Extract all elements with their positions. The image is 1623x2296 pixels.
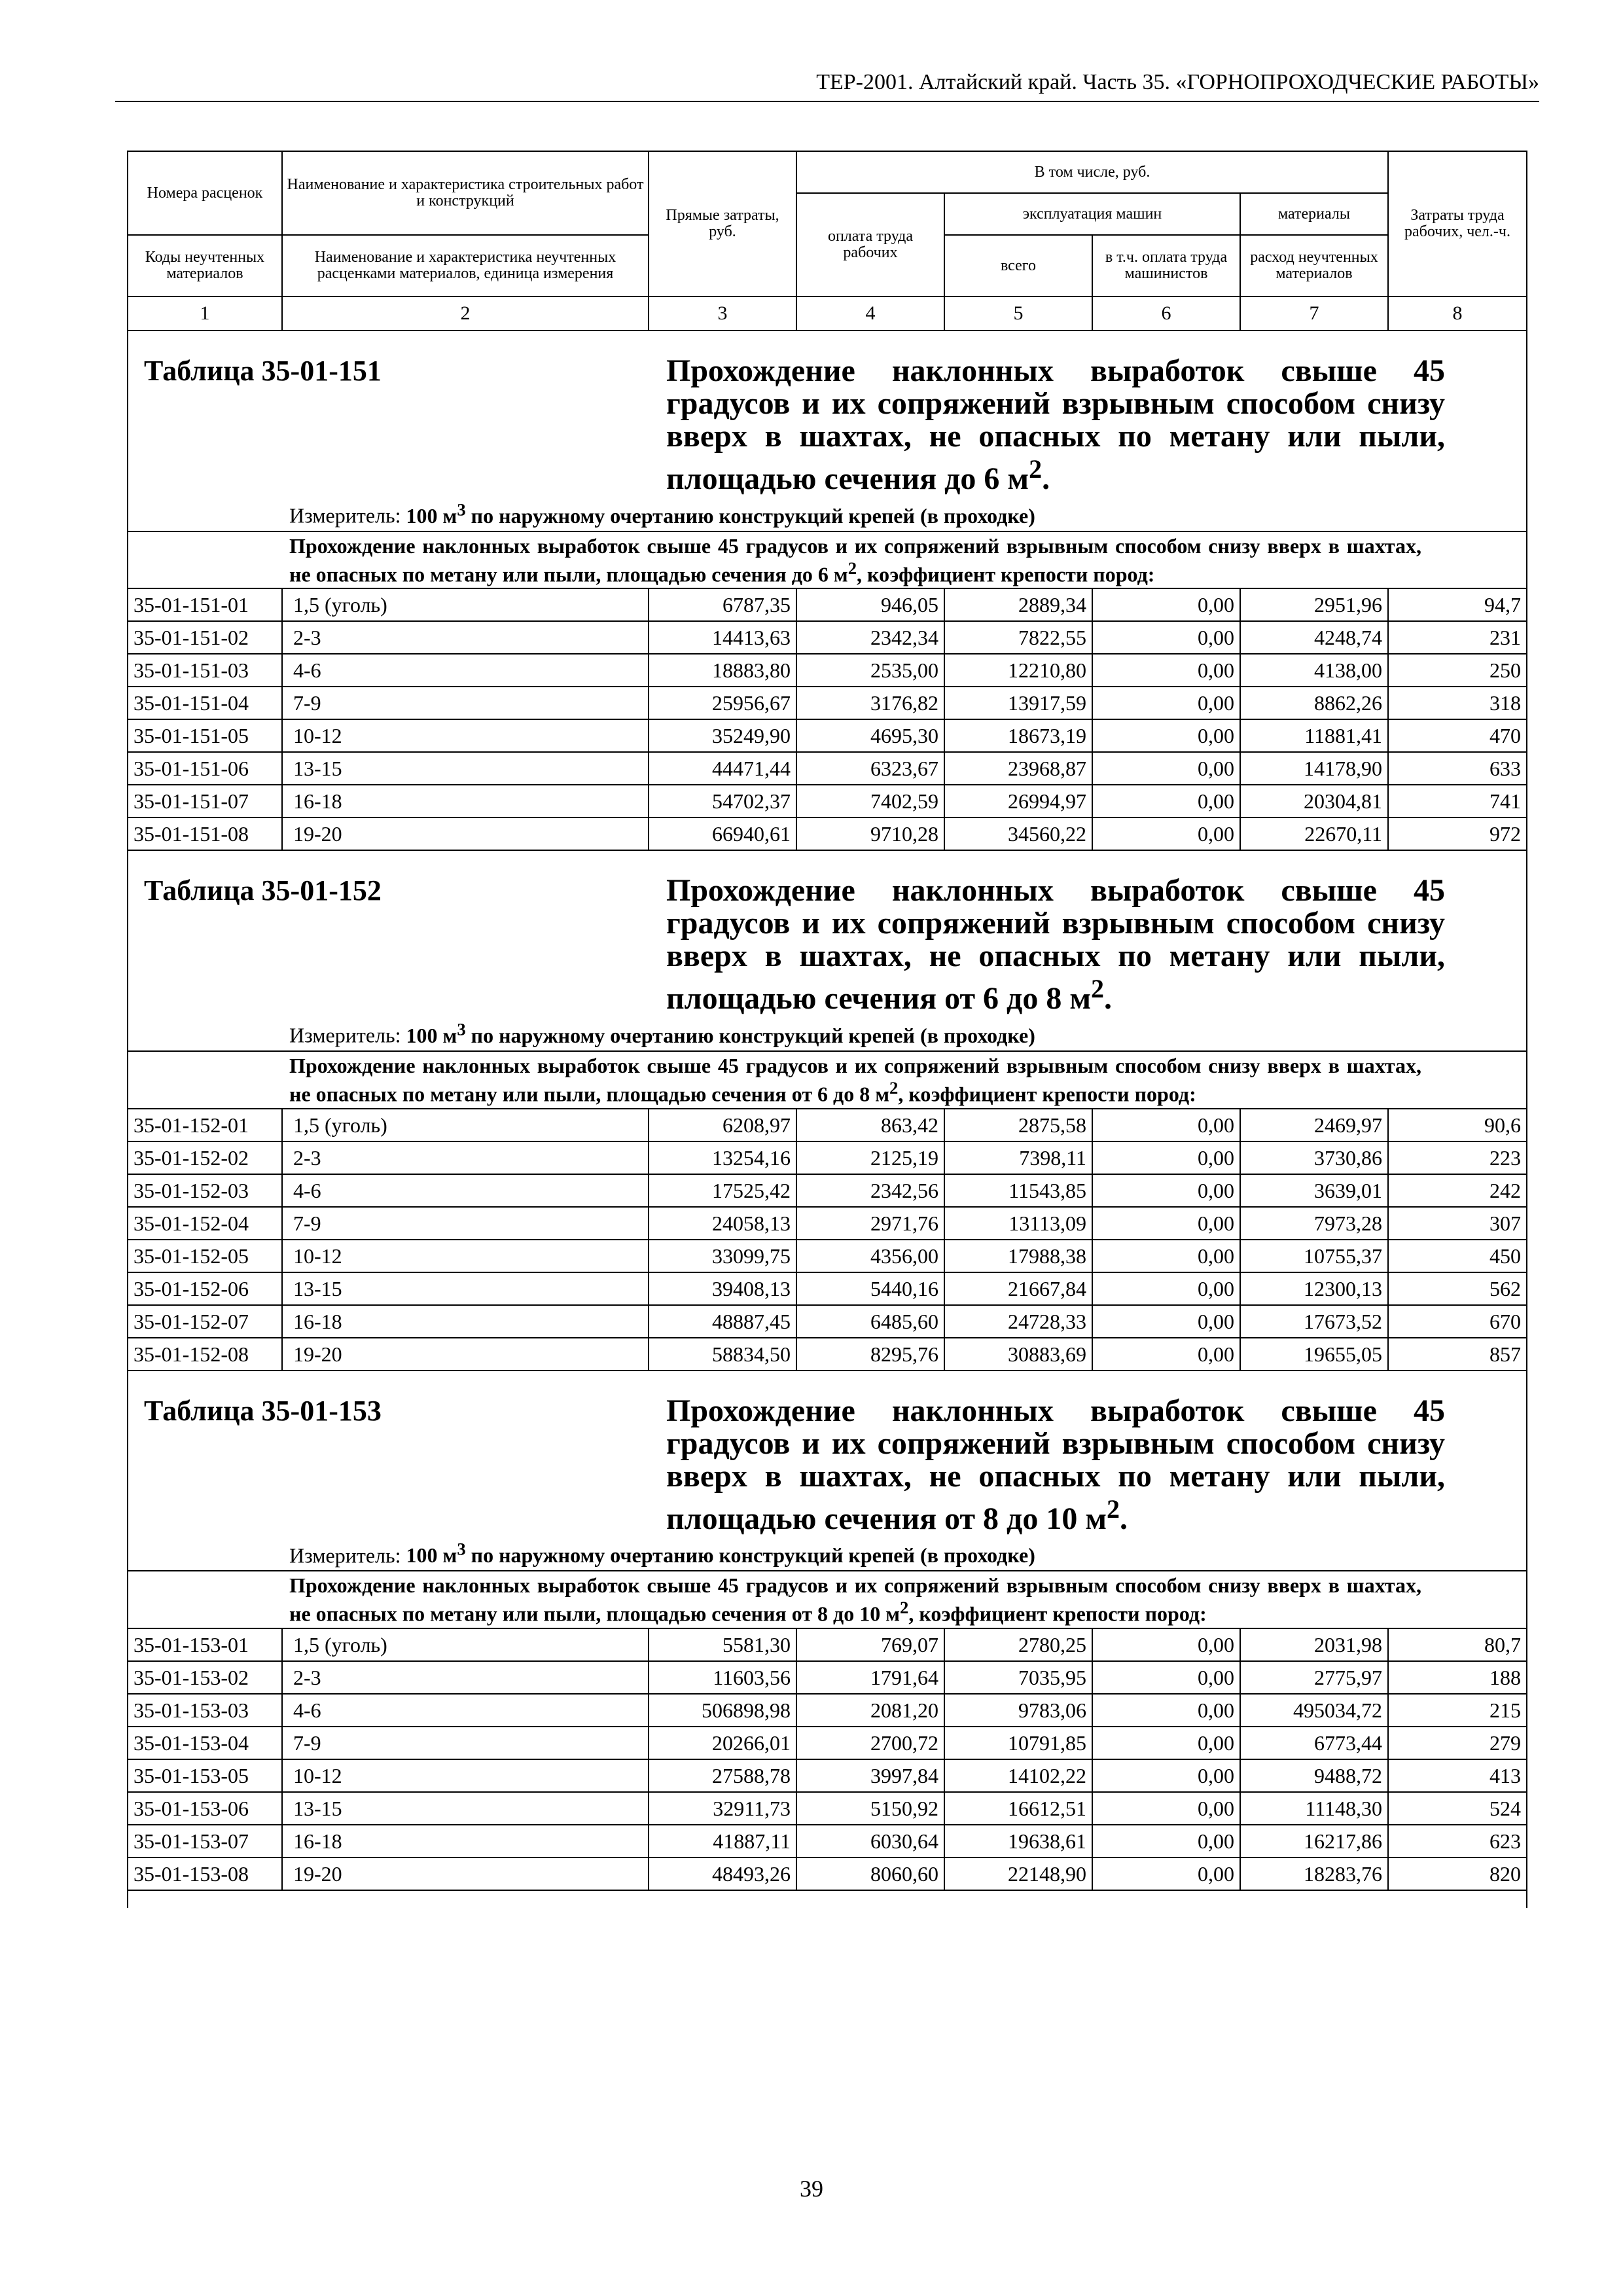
labor-hours: 972 [1388,817,1527,850]
rate-code: 35-01-151-05 [128,719,282,752]
materials: 8862,26 [1240,687,1388,719]
meter-sup: 3 [457,1019,466,1039]
table-heading-text: Прохождение наклонных выработок свыше 45 градусов и их сопряжений взрывным способом снизу вверх в шахтах, не опасных по метану или пыли, площадью сечения от 8 до 10 м [666,1393,1445,1536]
materials: 495034,72 [1240,1694,1388,1727]
rate-code: 35-01-152-04 [128,1207,282,1240]
labor-pay: 1791,64 [796,1661,944,1694]
rate-code: 35-01-152-03 [128,1174,282,1207]
labor-pay: 769,07 [796,1628,944,1661]
direct-costs: 506898,98 [649,1694,796,1727]
labor-hours: 741 [1388,785,1527,817]
machinist-pay: 0,00 [1092,654,1240,687]
labor-hours: 223 [1388,1141,1527,1174]
direct-costs: 25956,67 [649,687,796,719]
machines-total: 2889,34 [944,588,1092,621]
table-row [128,1207,1527,1240]
labor-hours: 215 [1388,1694,1527,1727]
subtitle-sup: 2 [889,1077,899,1098]
rock-hardness: 16-18 [282,785,649,817]
page-number: 39 [800,2176,823,2202]
labor-hours: 670 [1388,1305,1527,1338]
col-number: 5 [944,296,1092,331]
materials: 2469,97 [1240,1109,1388,1141]
materials: 22670,11 [1240,817,1388,850]
rock-hardness: 7-9 [282,1207,649,1240]
table-row [128,621,1527,654]
table-row [128,588,1527,621]
rock-hardness: 13-15 [282,752,649,785]
direct-costs: 39408,13 [649,1272,796,1305]
rock-hardness: 13-15 [282,1792,649,1825]
col-number: 8 [1388,296,1527,331]
machines-total: 19638,61 [944,1825,1092,1857]
labor-pay: 7402,59 [796,785,944,817]
rock-hardness: 10-12 [282,1759,649,1792]
meter-suffix: по наружному очертанию конструкций крепей (в проходке) [465,1023,1035,1047]
labor-pay: 2125,19 [796,1141,944,1174]
rate-code: 35-01-151-04 [128,687,282,719]
meter-prefix: Измеритель: [289,1543,406,1568]
labor-pay: 946,05 [796,588,944,621]
meter-sup: 3 [457,1539,466,1559]
rock-hardness: 4-6 [282,1694,649,1727]
labor-pay: 3997,84 [796,1759,944,1792]
direct-costs: 5581,30 [649,1628,796,1661]
machinist-pay: 0,00 [1092,588,1240,621]
rate-code: 35-01-151-08 [128,817,282,850]
machines-total: 11543,85 [944,1174,1092,1207]
rate-code: 35-01-153-08 [128,1857,282,1890]
direct-costs: 66940,61 [649,817,796,850]
rock-hardness: 2-3 [282,1661,649,1694]
table-heading-end: . [1104,981,1113,1016]
direct-costs: 48493,26 [649,1857,796,1890]
rate-code: 35-01-153-04 [128,1727,282,1759]
header-direct-costs: Прямые затраты, руб. [649,151,796,296]
labor-hours: 307 [1388,1207,1527,1240]
rate-code: 35-01-153-06 [128,1792,282,1825]
machinist-pay: 0,00 [1092,1727,1240,1759]
rock-hardness: 1,5 (уголь) [282,1109,649,1141]
subtitle-sup: 2 [847,558,857,578]
machines-total: 2780,25 [944,1628,1092,1661]
section-title-row [128,1371,1527,1535]
table-label: Таблица 35-01-153 [144,1394,382,1427]
rock-hardness: 2-3 [282,621,649,654]
subtitle-sup: 2 [900,1598,909,1618]
machines-total: 22148,90 [944,1857,1092,1890]
machinist-pay: 0,00 [1092,1207,1240,1240]
table-heading-end: . [1120,1501,1128,1536]
labor-hours: 90,6 [1388,1109,1527,1141]
materials: 16217,86 [1240,1825,1388,1857]
materials: 2951,96 [1240,588,1388,621]
header-materials: материалы [1240,193,1388,235]
machines-total: 34560,22 [944,817,1092,850]
rate-code: 35-01-152-07 [128,1305,282,1338]
machinist-pay: 0,00 [1092,687,1240,719]
labor-pay: 8295,76 [796,1338,944,1371]
meter-unit [406,1019,1035,1047]
labor-hours: 857 [1388,1338,1527,1371]
rock-hardness: 10-12 [282,1240,649,1272]
materials: 7973,28 [1240,1207,1388,1240]
machines-total: 7822,55 [944,621,1092,654]
machinist-pay: 0,00 [1092,1109,1240,1141]
labor-pay: 2342,34 [796,621,944,654]
labor-hours: 623 [1388,1825,1527,1857]
table-row [128,1792,1527,1825]
direct-costs: 24058,13 [649,1207,796,1240]
machines-total: 12210,80 [944,654,1092,687]
table-heading-text: Прохождение наклонных выработок свыше 45 градусов и их сопряжений взрывным способом снизу вверх в шахтах, не опасных по метану или пыли, площадью сечения от 6 до 8 м [666,873,1445,1016]
labor-hours: 413 [1388,1759,1527,1792]
direct-costs: 13254,16 [649,1141,796,1174]
labor-hours: 188 [1388,1661,1527,1694]
machines-total: 18673,19 [944,719,1092,752]
direct-costs: 6787,35 [649,588,796,621]
table-row [128,1305,1527,1338]
col-number: 4 [796,296,944,331]
materials: 3730,86 [1240,1141,1388,1174]
labor-pay: 8060,60 [796,1857,944,1890]
direct-costs: 14413,63 [649,621,796,654]
labor-pay: 5440,16 [796,1272,944,1305]
machinist-pay: 0,00 [1092,1694,1240,1727]
materials: 11148,30 [1240,1792,1388,1825]
labor-pay: 2081,20 [796,1694,944,1727]
table-row [128,1694,1527,1727]
table-row [128,1174,1527,1207]
labor-pay: 863,42 [796,1109,944,1141]
materials: 2031,98 [1240,1628,1388,1661]
col-number: 6 [1092,296,1240,331]
meter-unit [406,1539,1035,1568]
header-codes2: Коды неучтенных материалов [128,235,282,296]
labor-hours: 231 [1388,621,1527,654]
labor-hours: 450 [1388,1240,1527,1272]
rock-hardness: 19-20 [282,1338,649,1371]
meter-value: 100 м [406,1543,457,1568]
section-subtitle-row [128,1051,1527,1109]
header-labor-cost: Затраты труда рабочих, чел.-ч. [1388,151,1527,296]
table-heading-sup: 2 [1091,974,1105,1004]
direct-costs: 32911,73 [649,1792,796,1825]
header-names: Наименование и характеристика строительных работ и конструкций [282,151,649,235]
table-heading [666,874,1445,1015]
machines-total: 9783,06 [944,1694,1092,1727]
machines-total: 17988,38 [944,1240,1092,1272]
page-header: ТЕР-2001. Алтайский край. Часть 35. «ГОРНОПРОХОДЧЕСКИЕ РАБОТЫ» [115,68,1539,102]
rock-hardness: 13-15 [282,1272,649,1305]
rate-code: 35-01-153-07 [128,1825,282,1857]
materials: 4138,00 [1240,654,1388,687]
direct-costs: 35249,90 [649,719,796,752]
machinist-pay: 0,00 [1092,1825,1240,1857]
table-row [128,654,1527,687]
table-row [128,1727,1527,1759]
header-materials-unaccounted: расход неучтенных материалов [1240,235,1388,296]
materials: 12300,13 [1240,1272,1388,1305]
direct-costs: 27588,78 [649,1759,796,1792]
labor-hours: 250 [1388,654,1527,687]
machinist-pay: 0,00 [1092,1141,1240,1174]
labor-pay: 2342,56 [796,1174,944,1207]
rock-hardness: 7-9 [282,687,649,719]
labor-hours: 820 [1388,1857,1527,1890]
labor-pay: 2535,00 [796,654,944,687]
table-row [128,752,1527,785]
machinist-pay: 0,00 [1092,1792,1240,1825]
materials: 2775,97 [1240,1661,1388,1694]
subtitle-end: , коэффициент крепости пород: [908,1602,1207,1626]
header-machines-total: всего [944,235,1092,296]
meter-value: 100 м [406,1023,457,1047]
machines-total: 10791,85 [944,1727,1092,1759]
rate-code: 35-01-153-05 [128,1759,282,1792]
labor-pay: 2971,76 [796,1207,944,1240]
labor-pay: 4356,00 [796,1240,944,1272]
materials: 3639,01 [1240,1174,1388,1207]
labor-hours: 633 [1388,752,1527,785]
machines-total: 13917,59 [944,687,1092,719]
machines-total: 16612,51 [944,1792,1092,1825]
materials: 4248,74 [1240,621,1388,654]
direct-costs: 44471,44 [649,752,796,785]
machinist-pay: 0,00 [1092,817,1240,850]
table-row [128,1240,1527,1272]
machinist-pay: 0,00 [1092,1338,1240,1371]
section-subtitle-row [128,1571,1527,1628]
table-row [128,1661,1527,1694]
rock-hardness: 4-6 [282,654,649,687]
table-row [128,1109,1527,1141]
meter-unit [406,499,1035,528]
rate-code: 35-01-151-01 [128,588,282,621]
machines-total: 21667,84 [944,1272,1092,1305]
machinist-pay: 0,00 [1092,785,1240,817]
col-number: 3 [649,296,796,331]
materials: 9488,72 [1240,1759,1388,1792]
section-subtitle-row [128,531,1527,589]
subtitle-text: Прохождение наклонных выработок свыше 45 градусов и их сопряжений взрывным способом снизу вверх в шахтах, не опасных по метану или пыли, площадью сечения от 8 до 10 м [289,1573,1421,1626]
meter-value: 100 м [406,503,457,528]
subtitle-end: , коэффициент крепости пород: [857,562,1155,586]
table-heading-end: . [1042,461,1050,496]
rate-code: 35-01-151-06 [128,752,282,785]
table-row [128,1857,1527,1890]
rock-hardness: 7-9 [282,1727,649,1759]
labor-hours: 80,7 [1388,1628,1527,1661]
meter-suffix: по наружному очертанию конструкций крепей (в проходке) [465,503,1035,528]
table-row [128,719,1527,752]
materials: 17673,52 [1240,1305,1388,1338]
materials: 18283,76 [1240,1857,1388,1890]
machinist-pay: 0,00 [1092,1661,1240,1694]
machinist-pay: 0,00 [1092,1174,1240,1207]
subtitle-text: Прохождение наклонных выработок свыше 45 градусов и их сопряжений взрывным способом снизу вверх в шахтах, не опасных по метану или пыли, площадью сечения от 6 до 8 м [289,1053,1421,1106]
header-names2: Наименование и характеристика неучтенных расценками материалов, единица измерения [282,235,649,296]
machinist-pay: 0,00 [1092,1305,1240,1338]
direct-costs: 18883,80 [649,654,796,687]
header-machines-incl: в т.ч. оплата труда машинистов [1092,235,1240,296]
direct-costs: 20266,01 [649,1727,796,1759]
rate-code: 35-01-151-07 [128,785,282,817]
table-body [128,151,1527,1908]
machines-total: 7398,11 [944,1141,1092,1174]
meter-row [128,1535,1527,1571]
table-heading [666,1395,1445,1535]
rock-hardness: 1,5 (уголь) [282,588,649,621]
direct-costs: 48887,45 [649,1305,796,1338]
rates-table [127,151,1527,1908]
machines-total: 30883,69 [944,1338,1092,1371]
direct-costs: 11603,56 [649,1661,796,1694]
rate-code: 35-01-153-03 [128,1694,282,1727]
labor-hours: 242 [1388,1174,1527,1207]
labor-hours: 279 [1388,1727,1527,1759]
table-row [128,1338,1527,1371]
table-row [128,817,1527,850]
rock-hardness: 10-12 [282,719,649,752]
direct-costs: 6208,97 [649,1109,796,1141]
labor-hours: 562 [1388,1272,1527,1305]
header-row-1 [128,151,1527,193]
machines-total: 13113,09 [944,1207,1092,1240]
machines-total: 23968,87 [944,752,1092,785]
machinist-pay: 0,00 [1092,752,1240,785]
labor-hours: 524 [1388,1792,1527,1825]
labor-hours: 94,7 [1388,588,1527,621]
rate-code: 35-01-152-01 [128,1109,282,1141]
rock-hardness: 4-6 [282,1174,649,1207]
rock-hardness: 16-18 [282,1305,649,1338]
section-title-row [128,850,1527,1015]
direct-costs: 41887,11 [649,1825,796,1857]
rock-hardness: 16-18 [282,1825,649,1857]
meter-row [128,495,1527,531]
table-row [128,785,1527,817]
machinist-pay: 0,00 [1092,719,1240,752]
rock-hardness: 19-20 [282,817,649,850]
header-codes: Номера расценок [128,151,282,235]
materials: 11881,41 [1240,719,1388,752]
col-number: 1 [128,296,282,331]
labor-pay: 6485,60 [796,1305,944,1338]
machines-total: 24728,33 [944,1305,1092,1338]
table-end-spacer [128,1890,1527,1908]
machines-total: 2875,58 [944,1109,1092,1141]
rock-hardness: 1,5 (уголь) [282,1628,649,1661]
rate-code: 35-01-151-02 [128,621,282,654]
labor-pay: 9710,28 [796,817,944,850]
header-labor-pay: оплата труда рабочих [796,193,944,296]
direct-costs: 33099,75 [649,1240,796,1272]
meter-row [128,1015,1527,1051]
labor-pay: 4695,30 [796,719,944,752]
meter-prefix: Измеритель: [289,503,406,528]
rate-code: 35-01-152-06 [128,1272,282,1305]
labor-pay: 2700,72 [796,1727,944,1759]
rate-code: 35-01-152-08 [128,1338,282,1371]
materials: 19655,05 [1240,1338,1388,1371]
rate-code: 35-01-152-02 [128,1141,282,1174]
table-heading-sup: 2 [1107,1494,1120,1524]
header-including: В том числе, руб. [796,151,1388,193]
materials: 14178,90 [1240,752,1388,785]
labor-pay: 6323,67 [796,752,944,785]
machinist-pay: 0,00 [1092,1628,1240,1661]
machines-total: 14102,22 [944,1759,1092,1792]
table-row [128,1825,1527,1857]
machinist-pay: 0,00 [1092,1272,1240,1305]
table-row [128,1141,1527,1174]
materials: 10755,37 [1240,1240,1388,1272]
machinist-pay: 0,00 [1092,1759,1240,1792]
subtitle-text: Прохождение наклонных выработок свыше 45 градусов и их сопряжений взрывным способом снизу вверх в шахтах, не опасных по метану или пыли, площадью сечения до 6 м [289,533,1421,586]
meter-suffix: по наружному очертанию конструкций крепей (в проходке) [465,1543,1035,1568]
table-heading-sup: 2 [1029,454,1043,484]
materials: 6773,44 [1240,1727,1388,1759]
table-row [128,1628,1527,1661]
header-machines: эксплуатация машин [944,193,1240,235]
machinist-pay: 0,00 [1092,1240,1240,1272]
table-row [128,687,1527,719]
labor-pay: 6030,64 [796,1825,944,1857]
table-row [128,1759,1527,1792]
machines-total: 26994,97 [944,785,1092,817]
meter-sup: 3 [457,499,466,519]
rate-code: 35-01-153-02 [128,1661,282,1694]
direct-costs: 17525,42 [649,1174,796,1207]
section-title-row [128,331,1527,495]
table-label: Таблица 35-01-151 [144,355,382,387]
table-heading-text: Прохождение наклонных выработок свыше 45 градусов и их сопряжений взрывным способом снизу вверх в шахтах, не опасных по метану или пыли, площадью сечения до 6 м [666,353,1445,496]
col-number: 2 [282,296,649,331]
labor-pay: 3176,82 [796,687,944,719]
table-heading [666,355,1445,495]
machinist-pay: 0,00 [1092,1857,1240,1890]
machines-total: 7035,95 [944,1661,1092,1694]
rock-hardness: 2-3 [282,1141,649,1174]
machinist-pay: 0,00 [1092,621,1240,654]
meter-prefix: Измеритель: [289,1023,406,1047]
rate-code: 35-01-152-05 [128,1240,282,1272]
direct-costs: 54702,37 [649,785,796,817]
materials: 20304,81 [1240,785,1388,817]
table-label: Таблица 35-01-152 [144,874,382,907]
rock-hardness: 19-20 [282,1857,649,1890]
labor-hours: 318 [1388,687,1527,719]
col-number: 7 [1240,296,1388,331]
rate-code: 35-01-151-03 [128,654,282,687]
subtitle-end: , коэффициент крепости пород: [898,1082,1196,1106]
direct-costs: 58834,50 [649,1338,796,1371]
table-row [128,1272,1527,1305]
labor-hours: 470 [1388,719,1527,752]
labor-pay: 5150,92 [796,1792,944,1825]
header-column-numbers [128,296,1527,331]
rate-code: 35-01-153-01 [128,1628,282,1661]
